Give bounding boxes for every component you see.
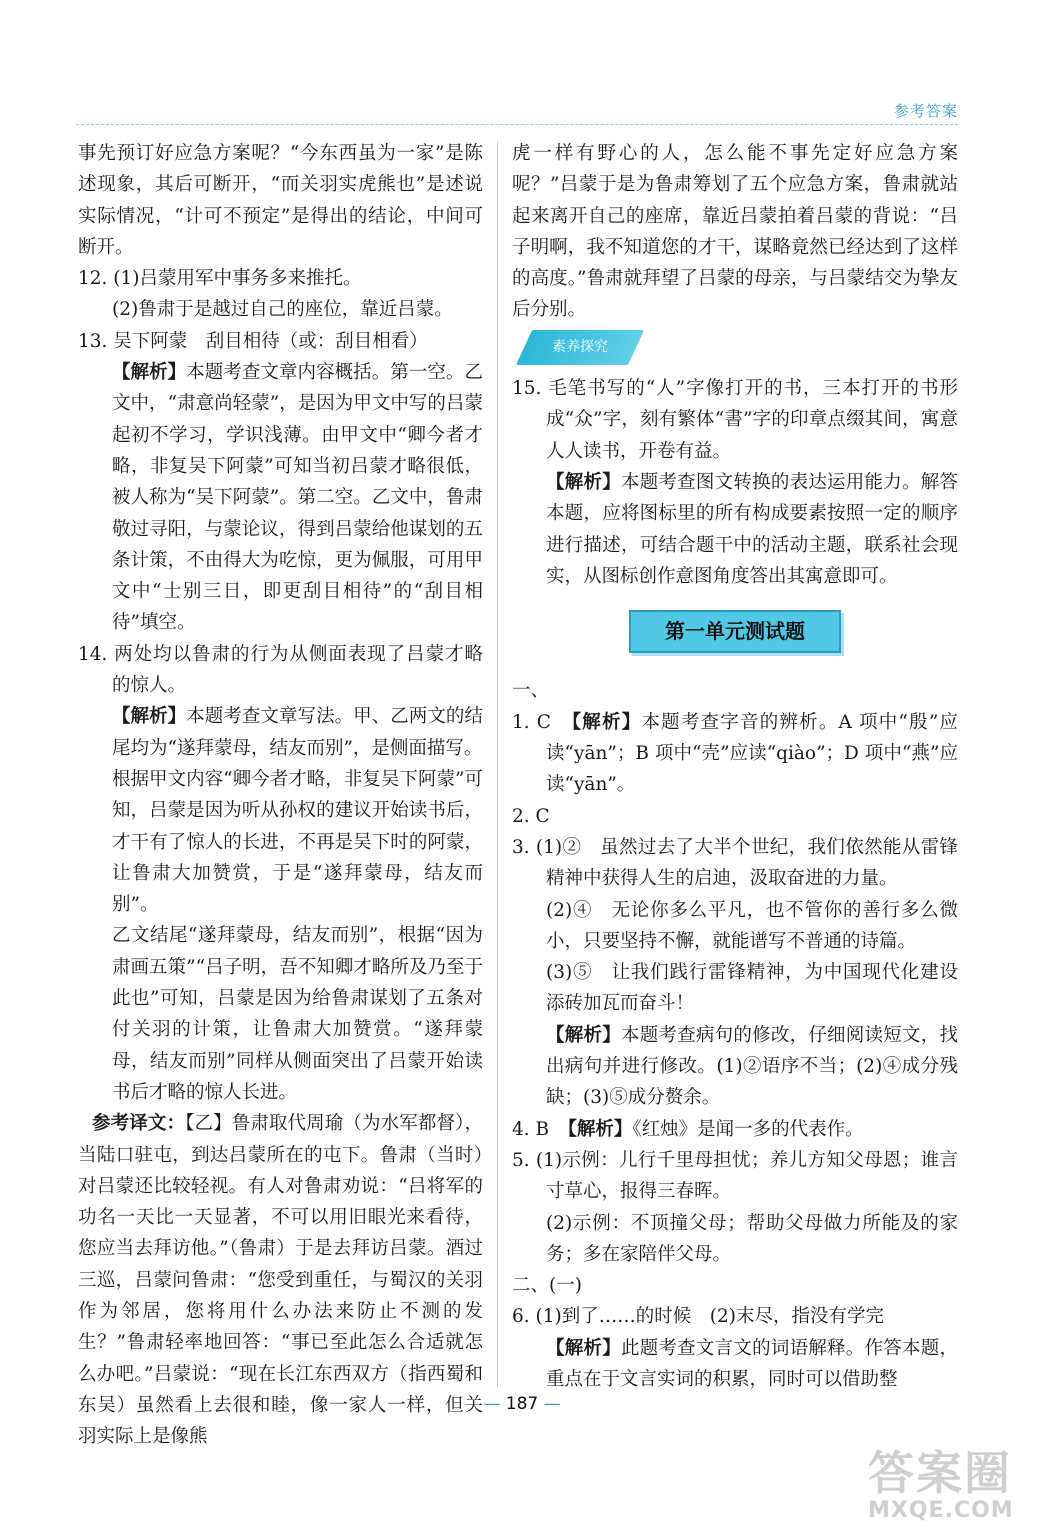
analysis-tag: 【解析】 xyxy=(112,362,187,384)
page-number: — 187 — xyxy=(483,1394,561,1414)
left-p-3: 13. 吴下阿蒙 刮目相待（或：刮目相看） xyxy=(78,330,428,352)
header-label: 参考答案 xyxy=(893,102,958,120)
answer-5-1: 5. (1)示例：儿行千里母担忧；养儿方知父母恩；谁言寸草心，报得三春晖。 xyxy=(512,1149,958,1203)
left-p-6 xyxy=(78,701,483,764)
right-column xyxy=(512,138,958,1395)
unit-title: 第一单元测试题 xyxy=(629,610,841,653)
unit-title-wrap xyxy=(512,610,958,653)
answer-2: 2. C xyxy=(512,805,550,827)
answer-3-3: (3)⑤ 让我们践行雷锋精神，为中国现代化建设添砖加瓦而奋斗！ xyxy=(546,962,958,1015)
left-p-1: 12. (1)吕蒙用军中事务多来推托。 xyxy=(78,268,362,290)
left-p-9-text: 【乙】鲁肃取代周瑜（为水军都督），当陆口驻屯，到达吕蒙所在的屯下。鲁肃（当时）对吕蒙还比较轻视。有人对鲁肃劝说：“吕将军的功名一天比一天显著，不可以用旧眼光来看待，您应当去拜访他。”（鲁肃）于是去拜访吕蒙。酒过三巡，吕蒙问鲁肃：“您受到重任，与蜀汉的关羽作为邻居，您将用什么办法来防止不测的发生？”鲁肃轻率地回答：“事已至此怎么合适就怎么办吧。”吕蒙说：“现在长江东西双方（指西蜀和东吴）虽然看上去很和睦，像一家人一样，但关羽实际上是像熊 xyxy=(78,1113,483,1448)
answer-1: 1. C 【解析】本题考查字音的辨析。A 项中“殷”应读“yān”；B 项中“壳”应读“qiào”；D 项中“燕”应读“yān”。 xyxy=(512,711,958,796)
left-p-7: 根据甲文内容“卿今者才略，非复吴下阿蒙”可知，吕蒙是因为听从孙权的建议开始读书后，才干有了惊人的长进，不再是吴下时的阿蒙，让鲁肃大加赞赏，于是“遂拜蒙母，结友而别”。 xyxy=(112,768,483,916)
answer-6: 6. (1)到了……的时候 (2)末尽，指没有学完 xyxy=(512,1306,884,1328)
analysis-tag: 【解析】 xyxy=(571,711,642,733)
right-p-top: 虎一样有野心的人，怎么能不事先定好应急方案呢？”吕蒙于是为鲁肃筹划了五个应急方案，鲁肃就站起来离开自己的座席，靠近吕蒙拍着吕蒙的背说：“吕子明啊，我不知道您的才干，谋略竟然已经达到了这样的高度。”鲁肃就拜望了吕蒙的母亲，与吕蒙结交为挚友后分别。 xyxy=(512,143,958,321)
left-p-4-text: 本题考查文章内容概括。第一空。乙文中，“肃意尚轻蒙”，是因为甲文中写的吕蒙起初不学习，学识浅薄。由甲文中“卿今者才略，非复吴下阿蒙”可知当初吕蒙才略很低，被人称为“吴下阿蒙”。第二空。乙文中，鲁肃敬过寻阳，与蒙论议，得到吕蒙给他谋划的五条计策，不由得大为吃惊，更为佩服，可用甲文中“士别三日，即更刮目相待”的“刮目相待”填空。 xyxy=(112,362,483,634)
analysis-tag: 【解析】 xyxy=(546,471,621,493)
left-p-2: (2)鲁肃于是越过自己的座位，靠近吕蒙。 xyxy=(112,299,453,321)
left-column xyxy=(78,138,483,1452)
translation-tag: 参考译文： xyxy=(92,1113,186,1135)
left-p-8: 乙文结尾“遂拜蒙母，结友而别”，根据“因为肃画五策”“吕子明，吾不知卿才略所及乃至于此也”可知，吕蒙是因为给鲁肃谋划了五条对付关羽的计策，让鲁肃大加赞赏。“遂拜蒙母，结友而别”同样从侧面突出了吕蒙开始读书后才略的惊人长进。 xyxy=(112,925,483,1103)
left-p-4 xyxy=(78,357,483,639)
analysis-tag: 【解析】 xyxy=(567,1118,633,1140)
answer-3-2: (2)④ 无论你多么平凡，也不管你的善行多么微小，只要坚持不懈，就能谱写不普通的诗篇。 xyxy=(546,899,958,952)
column-divider xyxy=(497,142,498,1387)
right-p-15: 15. 毛笔书写的“人”字像打开的书，三本打开的书形成“众”字，刻有繁体“書”字的印章点缀其间，寓意人人读书，开卷有益。 xyxy=(512,378,958,462)
left-p-5: 14. 两处均以鲁肃的行为从侧面表现了吕蒙才略的惊人。 xyxy=(78,643,483,697)
part-two-heading: 二、(一) xyxy=(512,1275,582,1297)
left-p-0: 事先预订好应急方案呢？“今东西虽为一家”是陈述现象，其后可断开，“而关羽实虎熊也”是述说实际情况，“计可不预定”是得出的结论，中间可断开。 xyxy=(78,143,483,258)
answer-4: 4. B 【解析】《红烛》是闻一多的代表作。 xyxy=(512,1118,864,1140)
answer-3-1: 3. (1)② 虽然过去了大半个世纪，我们依然能从雷锋精神中获得人生的启迪，汲取奋进的力量。 xyxy=(512,836,958,890)
header-divider xyxy=(76,124,958,125)
analysis-tag: 【解析】 xyxy=(546,1024,621,1046)
answer-3-analysis: 【解析】本题考查病句的修改，仔细阅读短文，找出病句并进行修改。(1)②语序不当；(2)④成分残缺；(3)⑤成分赘余。 xyxy=(546,1024,958,1109)
section-tag-suyang: 素养探究 xyxy=(516,330,644,365)
part-one-heading: 一、 xyxy=(512,680,550,702)
right-p-15-analysis: 【解析】本题考查图文转换的表达运用能力。解答本题，应将图标里的所有构成要素按照一定的顺序进行描述，可结合题干中的活动主题，联系社会现实，从图标创作意图角度答出其寓意即可。 xyxy=(546,471,958,587)
analysis-tag: 【解析】 xyxy=(112,706,187,728)
answer-5-2: (2)示例：不顶撞父母；帮助父母做力所能及的家务；多在家陪伴父母。 xyxy=(546,1212,958,1265)
analysis-tag: 【解析】 xyxy=(546,1337,621,1359)
left-p-6-text: 本题考查文章写法。甲、乙两文的结尾均为“遂拜蒙母，结友而别”，是侧面描写。 xyxy=(112,706,483,759)
answer-6-analysis: 【解析】此题考查文言文的词语解释。作答本题，重点在于文言实词的积累，同时可以借助整 xyxy=(546,1337,958,1390)
watermark-logo: 答案圈 MXQE.COM xyxy=(868,1446,1014,1523)
